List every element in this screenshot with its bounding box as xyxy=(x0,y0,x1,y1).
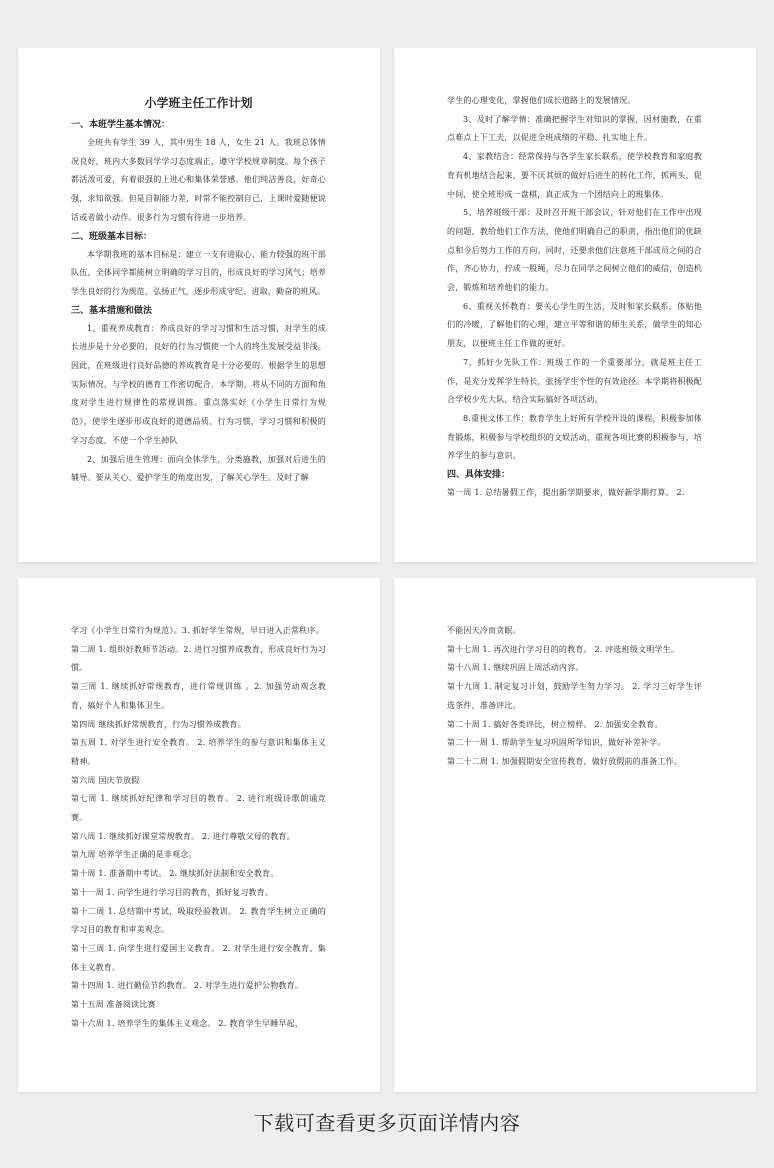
week-entry: 第二十一周 1. 帮助学生复习巩固所学知识，做好补差补学。 xyxy=(447,738,666,748)
paragraph: 1、重视养成教育：养成良好的学习习惯和生活习惯，对学生的成长进步是十分必要的，良好的行为习惯使一个人的终生发展受益非浅。因此，在班级进行良好品德的养成教育是十分必要的。根据学生的思想实际情况，与学校的德育工作密切配合，本学期，将从不同的方面和角度对学生进行规律性的常规训练。重点落实好《小学生日常行为规范》，使学生逐步形成良好的道德品质、行为习惯，学习习惯和积极的学习态度，不使一个学生掉队 xyxy=(71,323,326,445)
week-entry: 第七周 1. 继续抓好纪律和学习目的教育。 2. 进行班级诗歌朗诵竞赛。 xyxy=(71,794,326,823)
document-page-2 xyxy=(394,48,756,562)
paragraph: 8.重视文体工作：教育学生上好所有学校开设的课程，积极参加体育锻炼，积极参与学校组织的文娱活动，重视各项比赛的积极参与，培养学生的参与意识。 xyxy=(447,413,702,461)
paragraph: 5、培养班级干部：及时召开班干部会议，针对他们在工作中出现的问题，教给他们工作方法，使他们明确自己的职责，指出他们的优缺点和今后努力工作的方向。同时，还要求他们注意班干部成员之间的合作，齐心协力，拧成一股绳，尽力在同学之间树立他们的威信，创造机会，锻炼和培养他们的能力。 xyxy=(447,208,702,293)
document-page-3 xyxy=(18,578,380,1092)
paragraph: 学生的心理变化，掌握他们成长道路上的发展情况。 xyxy=(447,96,636,105)
week-entry: 第五周 1. 对学生进行安全教育。 2. 培养学生的参与意识和集体主义精神。 xyxy=(71,738,326,766)
week-entry: 第十八周 1. 继续巩固上周活动内容。 xyxy=(447,663,584,673)
week-entry: 第三周 1. 继续抓好常规教育，进行常规训练 。2. 加强劳动观念教育，搞好个人和集体卫生。 xyxy=(71,682,326,710)
page-4-content xyxy=(447,622,702,772)
week-entry: 第二十周 1. 搞好各类评比，树立榜样。 2. 加强安全教育。 xyxy=(447,719,663,729)
paragraph: 4、家教结合：经常保持与各学生家长联系，使学校教育和家庭教育有机地结合起来，要不厌其烦的做好后进生的转化工作，抓两头，促中间，使全班形成一盘棋，真正成为一个团结向上的班集体。 xyxy=(447,152,702,199)
paragraph: 2、加强后进生管理：面向全体学生，分类施教，加强对后进生的辅导。要从关心、爱护学生的角度出发，了解关心学生。及时了解 xyxy=(71,454,326,483)
section-heading-3: 三、基本措施和做法 xyxy=(71,305,153,316)
week-entry: 第十一周 1. 向学生进行学习目的教育，抓好复习教育。 xyxy=(71,887,274,897)
paragraph: 全班共有学生 39 人，其中男生 18 人，女生 21 人。我班总体情况良好，班内大多数同学学习态度端正，遵守学校规章制度。每个孩子都活泼可爱，有着很强的上进心和集体荣誉感。他们纯洁善良，好奇心强，求知欲强。但是自制能力差，时常不能控制自己，上课时爱随便说话或者做小动作。很多行为习惯有待进一步培养。 xyxy=(71,138,326,222)
week-entry: 第十二周 1. 总结期中考试，吸取经验教训。 2. 教育学生树立正确的学习目的教育和审美观念。 xyxy=(71,906,326,935)
week-entry: 第四周 继续抓好常规教育，行为习惯养成教育。 xyxy=(71,719,246,729)
paragraph: 3、及时了解学情：准确把握学生对知识的掌握，因材施教，在重点难点上下工夫，以促进全班成绩的平稳、扎实地上升。 xyxy=(447,114,702,143)
week-entry: 第六周 国庆节放假 xyxy=(71,775,140,785)
paragraph: 7、抓好少先队工作：班级工作的一个重要部分，就是班主任工作，是充分发挥学生特长，张扬学生个性的有效途径。本学期将积极配合学校少先大队，结合实际搞好各项活动。 xyxy=(447,357,702,405)
week-entry: 第十三周 1. 向学生进行爱国主义教育。 2. 对学生进行安全教育、集体主义教育。 xyxy=(71,943,326,972)
week-entry: 第十七周 1. 再次进行学习目的的教育。 2. 评选班级文明学生。 xyxy=(447,644,680,654)
paragraph: 本学期我班的基本目标是：建立一支有进取心、能力较强的班干部队伍，全体同学都能树立明确的学习目的，形成良好的学习风气；培养学生良好的行为规范，弘扬正气，逐步形成守纪、进取、勤奋的班风。 xyxy=(71,249,326,296)
page-3-content xyxy=(71,622,326,1033)
document-title: 小学班主任工作计划 xyxy=(144,96,253,110)
paragraph: 6、重视关怀教育：要关心学生的生活，及时和家长联系，体贴他们的冷暖，了解他们的心理，建立平等和谐的师生关系，做学生的知心朋友，以便班主任工作做的更好。 xyxy=(447,301,702,349)
document-page-1 xyxy=(18,48,380,562)
week-entry: 第九周 培养学生正确的是非观念。 xyxy=(71,850,197,860)
section-heading-4: 四、具体安排： xyxy=(447,470,511,481)
week-entry: 第八周 1. 继续抓好课堂常规教育。 2. 进行尊敬父母的教育。 xyxy=(71,831,295,841)
week-entry: 不能因天冷而贪眠。 xyxy=(447,626,521,635)
page-1-content xyxy=(71,92,326,488)
week-entry: 第十六周 1. 培养学生的集体主义观念。 2. 教育学生早睡早起， xyxy=(71,1018,304,1028)
week-entry: 学习《小学生日常行为规范》。3. 抓好学生常规，早日进入正常秩序。 xyxy=(71,626,324,635)
week-entry: 第十九周 1. 制定复习计划，鼓励学生努力学习。 2. 学习三好学生评选条件，准备评比。 xyxy=(447,682,702,710)
week-entry: 第十周 1. 准备期中考试。 2. 继续抓好法制和安全教育。 xyxy=(71,869,279,879)
page-2-content xyxy=(447,92,702,503)
week-entry: 第一周 1. 总结暑假工作，提出新学期要求，做好新学期打算。 2. xyxy=(447,488,685,498)
section-heading-2: 二、班级基本目标： xyxy=(71,231,153,242)
section-heading-1: 一、本班学生基本情况： xyxy=(71,120,171,130)
week-entry: 第二周 1. 组织好教师节活动。2. 进行习惯养成教育，形成良好行为习惯。 xyxy=(71,644,326,673)
download-more-prompt[interactable]: 下载可查看更多页面详情内容 xyxy=(253,1111,521,1135)
document-page-4 xyxy=(394,578,756,1092)
week-entry: 第二十二周 1. 加强假期安全宣传教育，做好放假前的准备工作。 xyxy=(447,756,682,766)
week-entry: 第十五周 准备阅读比赛 xyxy=(71,1000,156,1010)
week-entry: 第十四周 1. 进行勤俭节约教育。 2. 对学生进行爱护公物教育。 xyxy=(71,981,304,991)
